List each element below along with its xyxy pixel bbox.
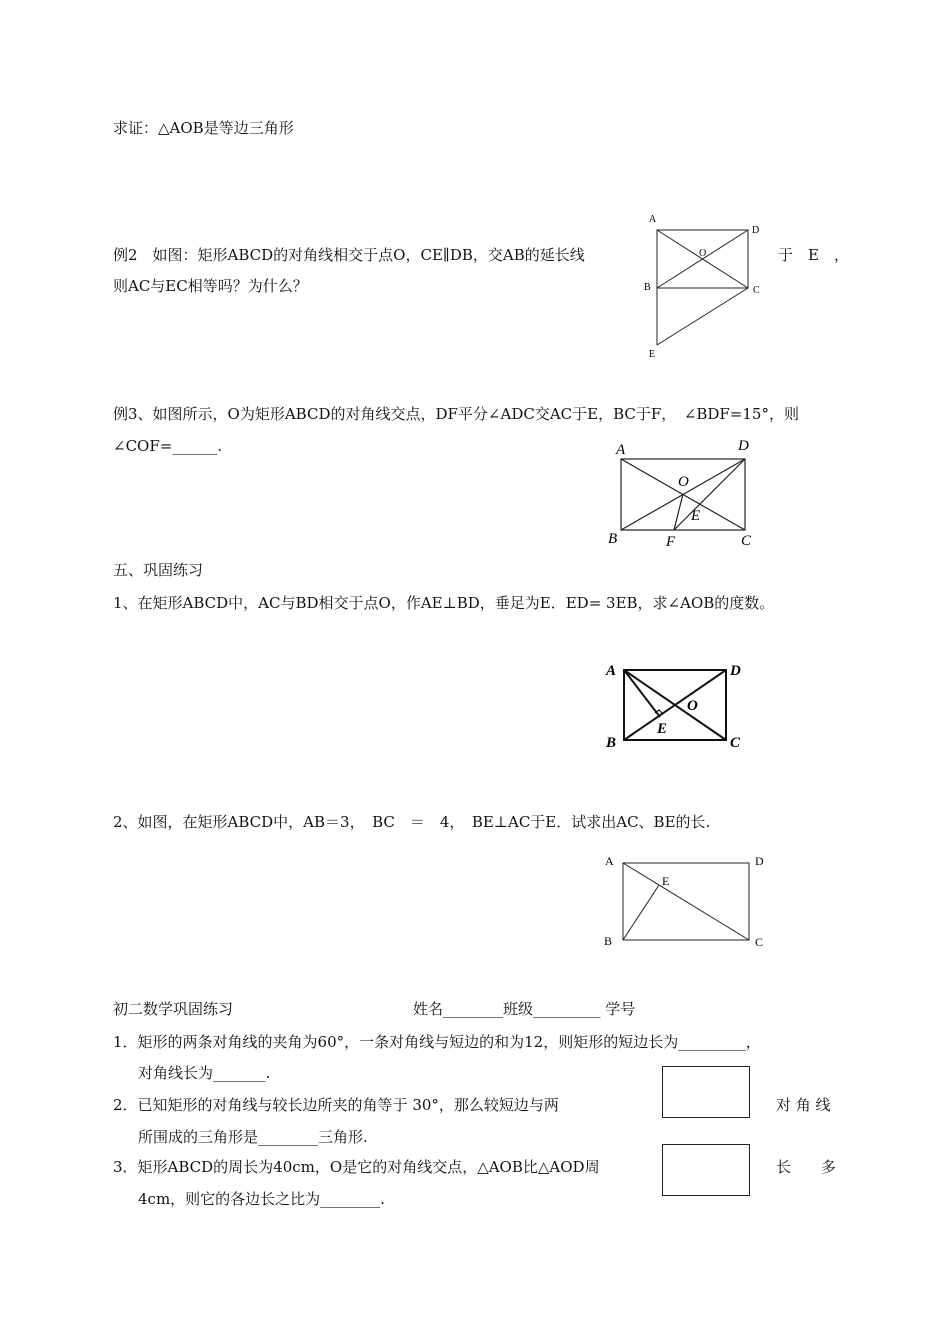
example2-figure [640, 205, 780, 365]
example2-line2: 则AC与EC相等吗？为什么？ [113, 277, 308, 295]
proof-statement: 求证：△AOB是等边三角形 [113, 119, 294, 137]
segment-ce [657, 288, 748, 345]
label-c: C [730, 735, 741, 751]
perpendicular-ae [624, 670, 660, 717]
label-e: E [662, 874, 670, 888]
label-b: B [604, 934, 613, 948]
label-d: D [738, 438, 749, 454]
label-c: C [741, 533, 752, 549]
label-e: E [691, 508, 701, 524]
practice-q1-line2: 对角线长为_______. [138, 1064, 271, 1082]
practice-name-field: 姓名________班级_________ 学号 [413, 1000, 636, 1018]
practice-q2-line2: 所围成的三角形是________三角形. [138, 1128, 368, 1146]
example3-figure [600, 432, 770, 552]
q2-figure [598, 850, 768, 950]
example2-line1: 例2 如图：矩形ABCD的对角线相交于点O，CE∥DB，交AB的延长线 [113, 246, 585, 264]
label-c: C [755, 935, 764, 949]
example3-line1: 例3、如图所示，O为矩形ABCD的对角线交点，DF平分∠ADC交AC于E，BC于F， ∠BDF=15°，则 [113, 405, 799, 423]
practice-q3-line1: 3．矩形ABCD的周长为40cm，O是它的对角线交点，△AOB比△AOD周 [113, 1158, 600, 1176]
label-a: A [606, 663, 617, 679]
practice-q2-tail: 对 角 线 [776, 1096, 831, 1114]
label-e: E [649, 349, 656, 360]
q1-figure [600, 655, 760, 755]
practice-q2-line1: 2．已知矩形的对角线与较长边所夹的角等于 30°，那么较短边与两 [113, 1096, 559, 1114]
label-o: O [687, 698, 698, 714]
diagonal-ac [623, 863, 749, 940]
diagram-placeholder-box-1 [662, 1066, 750, 1118]
practice-q1-line1: 1．矩形的两条对角线的夹角为60°，一条对角线与短边的和为12，则矩形的短边长为_________， [113, 1033, 761, 1051]
segment-df [674, 459, 745, 530]
label-d: D [755, 854, 764, 868]
label-a: A [616, 442, 626, 458]
label-e: E [657, 721, 668, 737]
label-b: B [644, 282, 651, 293]
label-a: A [605, 854, 614, 868]
label-b: B [606, 735, 617, 751]
section5-question2: 2、如图，在矩形ABCD中，AB＝3， BC ＝ 4， BE⊥AC于E．试求出AC、BE的长. [113, 813, 711, 831]
section5-heading: 五、巩固练习 [113, 561, 204, 579]
label-c: C [753, 285, 760, 296]
perpendicular-be [623, 885, 659, 940]
label-b: B [608, 531, 618, 547]
label-d: D [752, 225, 760, 236]
practice-q3-line2: 4cm，则它的各边长之比为________. [138, 1190, 385, 1208]
diagram-placeholder-box-2 [662, 1144, 750, 1196]
label-o: O [678, 474, 689, 490]
example3-line2: ∠COF=______. [113, 437, 223, 455]
label-o: O [699, 248, 707, 259]
label-d: D [730, 663, 741, 679]
practice-title: 初二数学巩固练习 [113, 1000, 234, 1018]
example2-line1-tail: 于 E ， [778, 246, 849, 264]
label-f: F [666, 534, 676, 550]
label-a: A [649, 214, 657, 225]
section5-question1: 1、在矩形ABCD中，AC与BD相交于点O，作AE⊥BD，垂足为E．ED= 3EB，求∠AOB的度数。 [113, 594, 775, 612]
practice-q3-tail: 长 多 [776, 1158, 837, 1176]
